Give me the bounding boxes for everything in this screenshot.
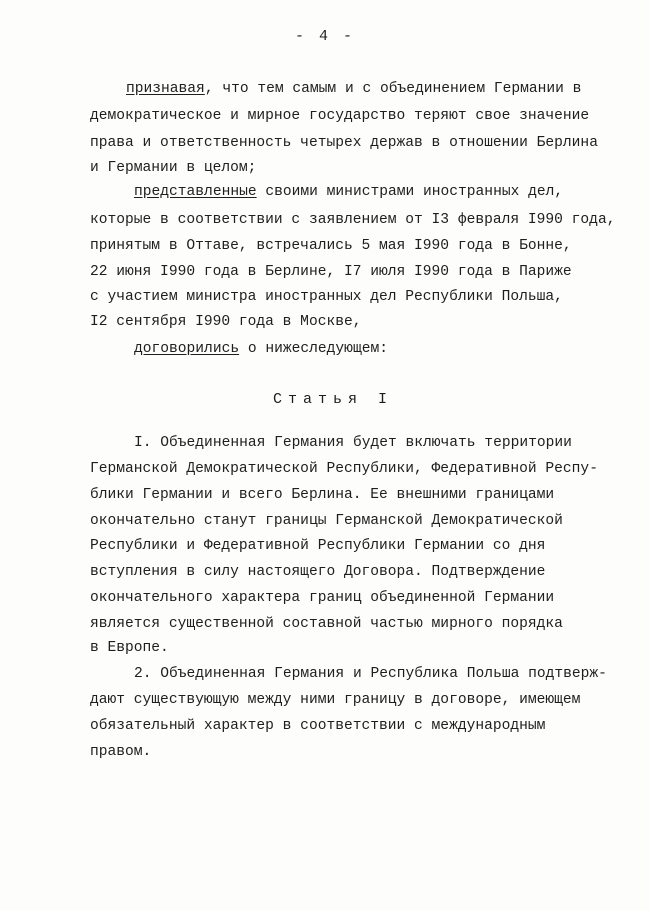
article-p1-line-6: вступления в силу настоящего Договора. Подтверждение	[90, 564, 546, 580]
article-p2-line-3: обязательный характер в соответствии с международным	[90, 718, 546, 734]
article-p1-line-7: окончательного характера границ объединенной Германии	[90, 590, 555, 606]
preamble-p2-line-2: которые в соответствии с заявлением от I3 февраля I990 года,	[90, 212, 616, 228]
article-p1-line-3: блики Германии и всего Берлина. Ее внешними границами	[90, 487, 555, 503]
keyword-predstavlennye: представленные	[134, 184, 257, 200]
preamble-p2-line-5: с участием министра иностранных дел Республики Польша,	[90, 289, 563, 305]
preamble-p2-line-4: 22 июня I990 года в Берлине, I7 июля I990 года в Париже	[90, 264, 572, 280]
page-number: - 4 -	[294, 28, 355, 45]
article-p1-line-1: I. Объединенная Германия будет включать территории	[134, 435, 572, 451]
preamble-p2-first-rest: своими министрами иностранных дел,	[256, 184, 564, 200]
article-heading: Статья I	[272, 391, 393, 408]
article-p2-line-1: 2. Объединенная Германия и Республика Польша подтверж-	[134, 666, 607, 682]
keyword-dogovorilis: договорились	[134, 341, 240, 357]
article-p1-line-8: является существенной составной частью мирного порядка	[90, 616, 563, 632]
article-p1-line-5: Республики и Федеративной Республики Германии со дня	[90, 538, 546, 554]
preamble-p1-line-1	[126, 79, 581, 99]
article-p1-line-9: в Европе.	[90, 640, 169, 656]
preamble-p1-line-4: и Германии в целом;	[90, 160, 257, 176]
article-p1-line-2: Германской Демократической Республики, Федеративной Респу-	[90, 461, 598, 477]
preamble-p3-rest: о нижеследующем:	[239, 341, 388, 357]
article-p1-line-4: окончательно станут границы Германской Демократической	[90, 513, 563, 529]
preamble-p2-line-6: I2 сентября I990 года в Москве,	[90, 314, 362, 330]
preamble-p2-line-1	[134, 182, 563, 202]
article-p2-line-4: правом.	[90, 744, 152, 760]
keyword-priznavaya: признавая	[126, 81, 205, 97]
article-p2-line-2: дают существующую между ними границу в договоре, имеющем	[90, 692, 581, 708]
preamble-p3-line-1	[134, 339, 388, 359]
preamble-p2-line-3: принятым в Оттаве, встречались 5 мая I990 года в Бонне,	[90, 238, 572, 254]
preamble-p1-line-2: демократическое и мирное государство теряют свое значение	[90, 108, 590, 124]
preamble-p1-line-3: права и ответственность четырех держав в отношении Берлина	[90, 135, 598, 151]
preamble-p1-first-rest: , что тем самым и с объединением Германии в	[204, 81, 582, 97]
